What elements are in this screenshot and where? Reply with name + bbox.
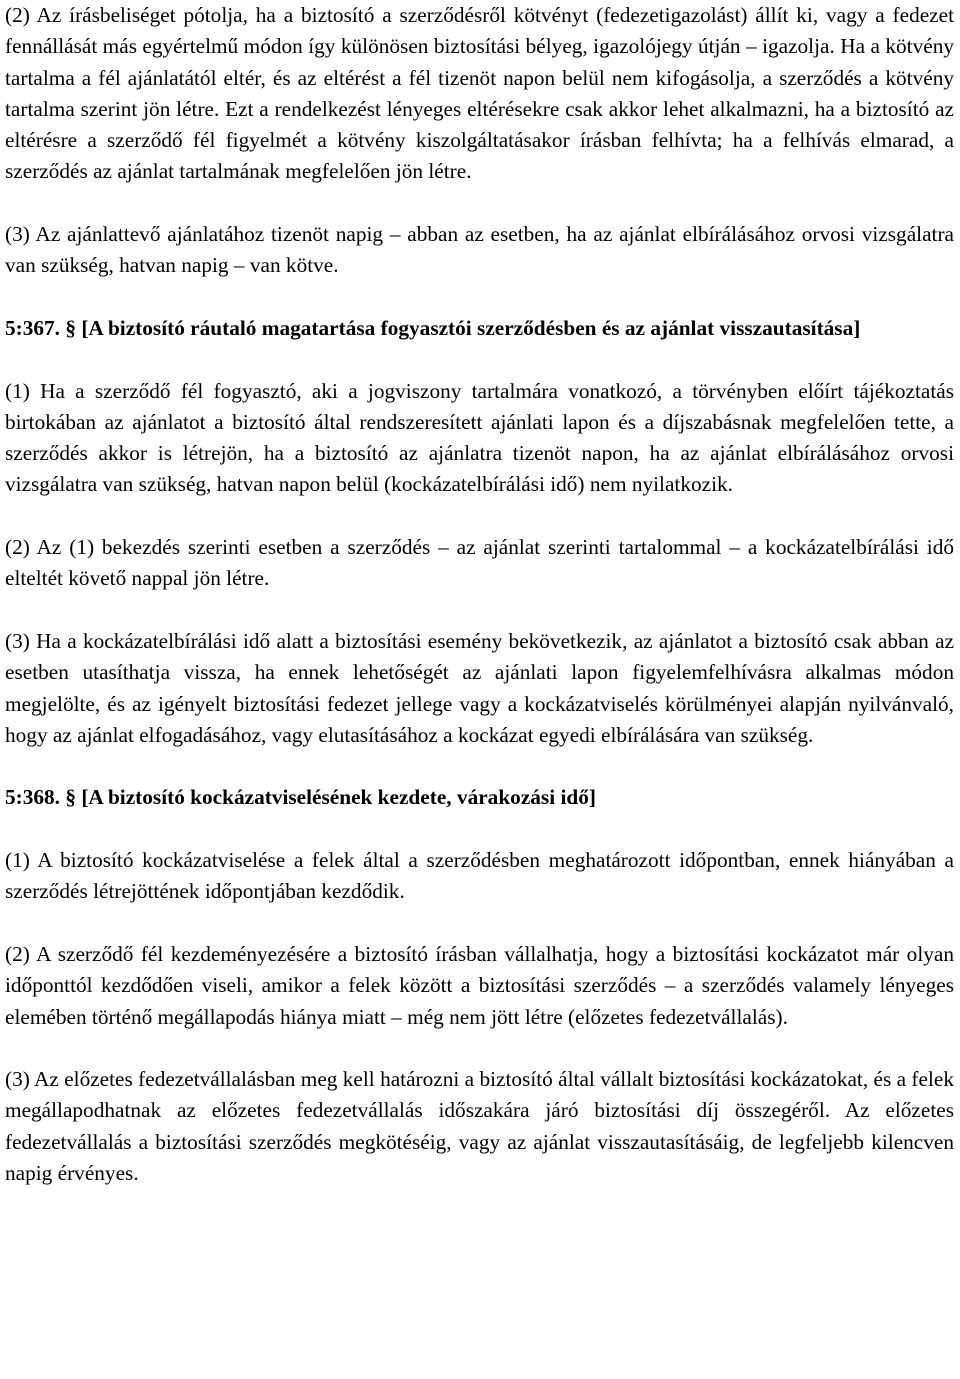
paragraph-3-prior-coverage-terms: (3) Az előzetes fedezetvállalásban meg kell határozni a biztosító által vállalt biztosítási kockázatokat, és a felek megállapodhatnak az előzetes fedezetvállalás időszakára járó biztosítási díj összegéről. Az előzetes fedezetvállalás a biztosítási szerződés megkötéséig, vagy az ajánlat visszautasításáig, de legfeljebb kilencven napig érvényes. (5, 1067, 954, 1185)
section-symbol: § (65, 785, 76, 810)
paragraph-1-consumer-contract: (1) Ha a szerződő fél fogyasztó, aki a jogviszony tartalmára vonatkozó, a törvényben előírt tájékoztatás birtokában az ajánlatot a biztosító által rendszeresített ajánlati lapon és a díjszabásnak megfelelően tette, a szerződés akkor is létrejön, ha a biztosító az ajánlatra tizenöt napon, ha az ajánlat elbírálásához orvosi vizsgálatra van szükség, hatvan napon belül (kockázatelbírálási idő) nem nyilatkozik. (5, 378, 954, 497)
paragraph-1-risk-start: (1) A biztosító kockázatviselése a felek által a szerződésben meghatározott időpontban, ennek hiányában a szerződés létrejöttének időpontjában kezdődik. (5, 848, 954, 904)
paragraph-3-offer-binding: (3) Az ajánlattevő ajánlatához tizenöt napig – abban az esetben, ha az ajánlat elbírálásához orvosi vizsgálatra van szükség, hatvan napig – van kötve. (5, 222, 954, 278)
paragraph-2-written-form: (2) Az írásbeliséget pótolja, ha a biztosító a szerződésről kötvényt (fedezetigazolást) állít ki, vagy a fedezet fennállását más egyértelmű módon így különösen biztosítási bélyeg, igazolójegy útján – igazolja. Ha a kötvény tartalma a fél ajánlatától eltér, és az eltérést a fél tizenöt napon belül nem kifogásolja, a szerződés a kötvény tartalma szerint jön létre. Ezt a rendelkezést lényeges eltérésekre csak akkor lehet alkalmazni, ha a biztosító az eltérésre a szerződő fél figyelmét a kötvény kiszolgáltatásakor írásban felhívta; ha a felhívás elmarad, a szerződés az ajánlat tartalmának megfelelően jön létre. (5, 3, 954, 184)
paragraph-2-prior-coverage: (2) A szerződő fél kezdeményezésére a biztosító írásban vállalhatja, hogy a biztosítási kockázatot már olyan időponttól kezdődően viseli, amikor a felek között a biztosítási szerződés – a szerződés valamely lényeges elemében történő megállapodás hiánya miatt – még nem jött létre (előzetes fedezetvállalás). (5, 941, 954, 1029)
section-title: [A biztosító ráutaló magatartása fogyasztói szerződésben és az ajánlat visszautasítása] (81, 315, 861, 340)
section-number: 5:368. (5, 785, 61, 810)
section-number: 5:367. (5, 315, 61, 340)
section-symbol: § (65, 315, 76, 340)
section-title: [A biztosító kockázatviselésének kezdete, várakozási idő] (81, 785, 596, 810)
section-heading-5-368 (5, 782, 954, 813)
paragraph-3-rejection: (3) Ha a kockázatelbírálási idő alatt a biztosítási esemény bekövetkezik, az ajánlatot a biztosító csak abban az esetben utasíthatja vissza, ha ennek lehetőségét az ajánlati lapon figyelemfelhívásra alkalmas módon megjelölte, és az igényelt biztosítási fedezet jellege vagy a kockázatviselés körülményei alapján nyilvánvaló, hogy az ajánlat elfogadásához, vagy elutasításához a kockázat egyedi elbírálására van szükség. (5, 628, 954, 747)
section-heading-5-367 (5, 313, 954, 344)
paragraph-2-contract-formation: (2) Az (1) bekezdés szerinti esetben a szerződés – az ajánlat szerinti tartalommal – a kockázatelbírálási idő elteltét követő nappal jön létre. (5, 535, 954, 591)
